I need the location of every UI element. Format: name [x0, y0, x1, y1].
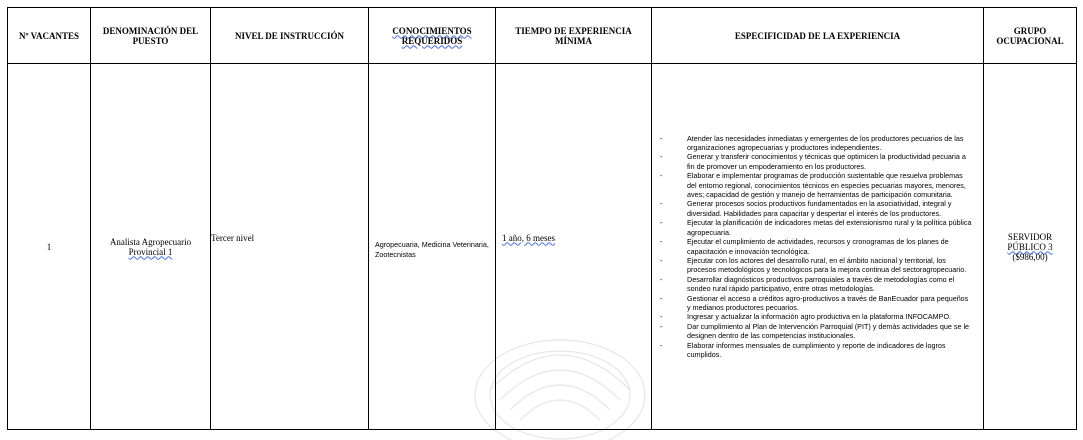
- cell-puesto: [91, 64, 211, 430]
- especificidad-item: - Desarrollar diagnósticos productivos parroquiales a través de metodologías como el sondeo rural rápido participativo, entre otras metodologías.: [687, 275, 973, 294]
- cell-grupo: [984, 64, 1077, 430]
- grupo-line1: SERVIDOR: [1007, 231, 1053, 242]
- especificidad-list: [652, 134, 983, 360]
- table-row: [8, 64, 1077, 430]
- especificidad-item: - Dar cumplimiento al Plan de Intervención Parroquial (PIT) y demás actividades que se le designen dentro de las competencias institucionales.: [687, 322, 973, 341]
- header-especificidad: ESPECIFICIDAD DE LA EXPERIENCIA: [652, 8, 984, 64]
- grupo-line3: ($986,00): [1012, 251, 1048, 262]
- cell-tiempo: [496, 64, 652, 430]
- especificidad-item: - Elaborar e implementar programas de producción sustentable que resuelva problemas del entorno regional, conocimientos técnicos en especies pecuarias mayores, menores, aves; capacidad de gestión y manejo de herramientas de participación comunitaria.: [687, 171, 973, 199]
- especificidad-item: - Ejecutar la planificación de indicadores metas del extensionismo rural y la política pública agropecuaria.: [687, 218, 973, 237]
- header-grupo: GRUPO OCUPACIONAL: [984, 8, 1077, 64]
- puesto-line1: Analista Agropecuario: [109, 236, 192, 247]
- especificidad-item: - Gestionar el acceso a créditos agro-productivos a través de BanEcuador para pequeños y medianos productores pecuarios.: [687, 294, 973, 313]
- vacancies-table: [7, 7, 1077, 430]
- especificidad-item: - Ejecutar con los actores del desarrollo rural, en el ámbito nacional y territorial, los procesos metodológicos y tecnológicos para la mejora continua del sectoragropecuario.: [687, 256, 973, 275]
- cell-conocimientos: [369, 64, 496, 430]
- nivel-text: Tercer nivel: [211, 232, 255, 243]
- especificidad-item: - Ingresar y actualizar la información agro productiva en la plataforma INFOCAMPO.: [687, 312, 973, 321]
- especificidad-item: - Ejecutar el cumplimiento de actividades, recursos y cronogramas de los planes de capacitación e innovación tecnológica.: [687, 237, 973, 256]
- puesto-line2: Provincial 1: [128, 246, 173, 257]
- grupo-line2: PÚBLICO 3: [1007, 241, 1053, 252]
- especificidad-item: - Generar y transferir conocimientos y técnicas que optimicen la productividad pecuaria a fin de promover un empoderamiento en los productores.: [687, 152, 973, 171]
- header-conocimientos: [369, 8, 496, 64]
- header-nivel: NIVEL DE INSTRUCCIÓN: [211, 8, 369, 64]
- header-denominacion: DENOMINACIÓN DEL PUESTO: [91, 8, 211, 64]
- header-tiempo: TIEMPO DE EXPERIENCIA MÍNIMA: [496, 8, 652, 64]
- cell-especificidad: [652, 64, 984, 430]
- especificidad-item: - Atender las necesidades inmediatas y emergentes de los productores pecuarios de las organizaciones agropecuarias y productores independientes.: [687, 134, 973, 153]
- conocimientos-text: Agropecuaria, Medicina Veterinaria, Zootecnistas: [375, 240, 489, 259]
- header-vacantes: Nº VACANTES: [8, 8, 91, 64]
- especificidad-item: - Elaborar informes mensuales de cumplimiento y reporte de indicadores de logros cumplidos.: [687, 341, 973, 360]
- header-row: [8, 8, 1077, 64]
- header-conocimientos-text: CONOCIMIENTOS REQUERIDOS: [392, 25, 472, 46]
- tiempo-text: 1 año, 6 meses: [502, 232, 555, 243]
- cell-vacantes: 1: [8, 64, 91, 430]
- especificidad-item: - Generar procesos socios productivos fundamentados en la asociatividad, integral y diversidad. Habilidades para capacitar y despertar el interés de los productores.: [687, 199, 973, 218]
- cell-nivel: [211, 64, 369, 430]
